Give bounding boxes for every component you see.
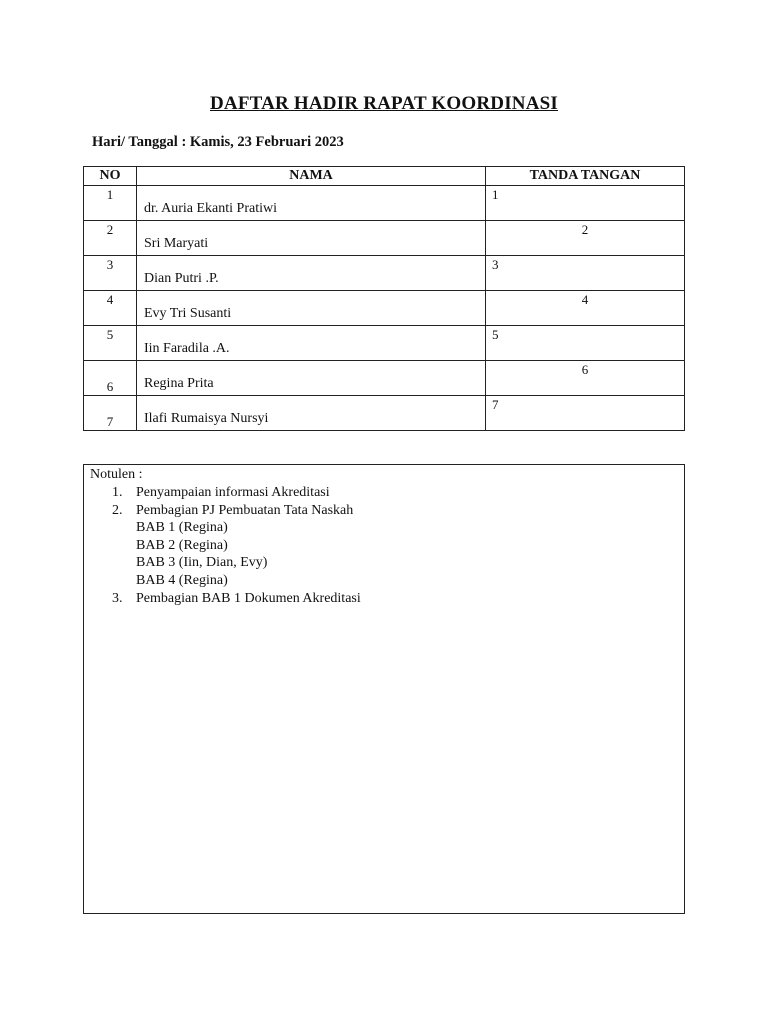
row-no-cell <box>84 361 137 396</box>
row-name-cell <box>137 326 486 361</box>
row-name-cell <box>137 256 486 291</box>
row-number: 1 <box>106 187 114 202</box>
row-no-cell <box>84 256 137 291</box>
signature-number: 2 <box>581 222 589 237</box>
signature-cell <box>486 361 685 396</box>
table-header-row <box>84 167 685 186</box>
table-row <box>84 221 685 256</box>
table-row <box>84 291 685 326</box>
signature-number: 3 <box>492 257 499 272</box>
attendance-table <box>83 166 685 431</box>
row-name-cell <box>137 186 486 221</box>
signature-cell <box>486 396 685 431</box>
row-no-cell <box>84 291 137 326</box>
row-no-cell <box>84 186 137 221</box>
table-row <box>84 361 685 396</box>
attendee-name: Iin Faradila .A. <box>144 341 230 356</box>
row-number: 3 <box>106 257 114 272</box>
row-no-cell <box>84 221 137 256</box>
signature-cell <box>486 186 685 221</box>
row-name-cell <box>137 221 486 256</box>
list-item-text: Pembagian BAB 1 Dokumen Akreditasi <box>136 590 361 606</box>
sub-item: BAB 1 (Regina) <box>136 520 228 536</box>
document-title: DAFTAR HADIR RAPAT KOORDINASI <box>210 93 558 114</box>
row-name-cell <box>137 291 486 326</box>
list-item-text: Penyampaian informasi Akreditasi <box>136 485 330 500</box>
signature-number: 1 <box>492 187 499 202</box>
list-item <box>84 484 684 502</box>
header-no: NO <box>84 167 137 186</box>
row-name-cell <box>137 361 486 396</box>
notes-label: Notulen : <box>90 467 143 482</box>
list-item-number: 2. <box>112 502 123 518</box>
notes-list <box>84 484 684 607</box>
attendee-name: Dian Putri .P. <box>144 271 219 286</box>
table-row <box>84 396 685 431</box>
signature-cell <box>486 326 685 361</box>
row-no-cell <box>84 326 137 361</box>
row-number: 5 <box>106 327 114 342</box>
sub-item: BAB 4 (Regina) <box>136 572 228 588</box>
signature-cell <box>486 221 685 256</box>
attendee-name: Ilafi Rumaisya Nursyi <box>144 411 269 426</box>
list-item-text: Pembagian PJ Pembuatan Tata Naskah <box>136 502 354 518</box>
row-name-cell <box>137 396 486 431</box>
header-name: NAMA <box>137 167 486 186</box>
row-number: 2 <box>106 222 114 237</box>
signature-number: 6 <box>581 362 589 377</box>
table-row <box>84 326 685 361</box>
row-number: 7 <box>106 414 114 429</box>
signature-cell <box>486 256 685 291</box>
meeting-date: Hari/ Tanggal : Kamis, 23 Februari 2023 <box>92 134 344 150</box>
notes-box <box>83 464 685 914</box>
row-number: 6 <box>106 379 114 394</box>
attendee-name: dr. Auria Ekanti Pratiwi <box>144 201 277 216</box>
table-row <box>84 256 685 291</box>
list-item <box>84 502 684 520</box>
attendee-name: Regina Prita <box>144 376 214 391</box>
signature-number: 4 <box>581 292 589 307</box>
row-number: 4 <box>106 292 114 307</box>
header-signature: TANDA TANGAN <box>486 167 685 186</box>
list-item <box>84 590 684 608</box>
signature-number: 7 <box>492 397 499 412</box>
list-item-number: 3. <box>112 590 123 606</box>
row-no-cell <box>84 396 137 431</box>
table-row <box>84 186 685 221</box>
attendee-name: Sri Maryati <box>144 236 209 251</box>
attendee-name: Evy Tri Susanti <box>144 306 232 321</box>
signature-number: 5 <box>492 327 499 342</box>
sub-item: BAB 2 (Regina) <box>136 537 228 553</box>
list-item-number: 1. <box>112 485 123 500</box>
sub-item: BAB 3 (Iin, Dian, Evy) <box>136 555 268 571</box>
signature-cell <box>486 291 685 326</box>
